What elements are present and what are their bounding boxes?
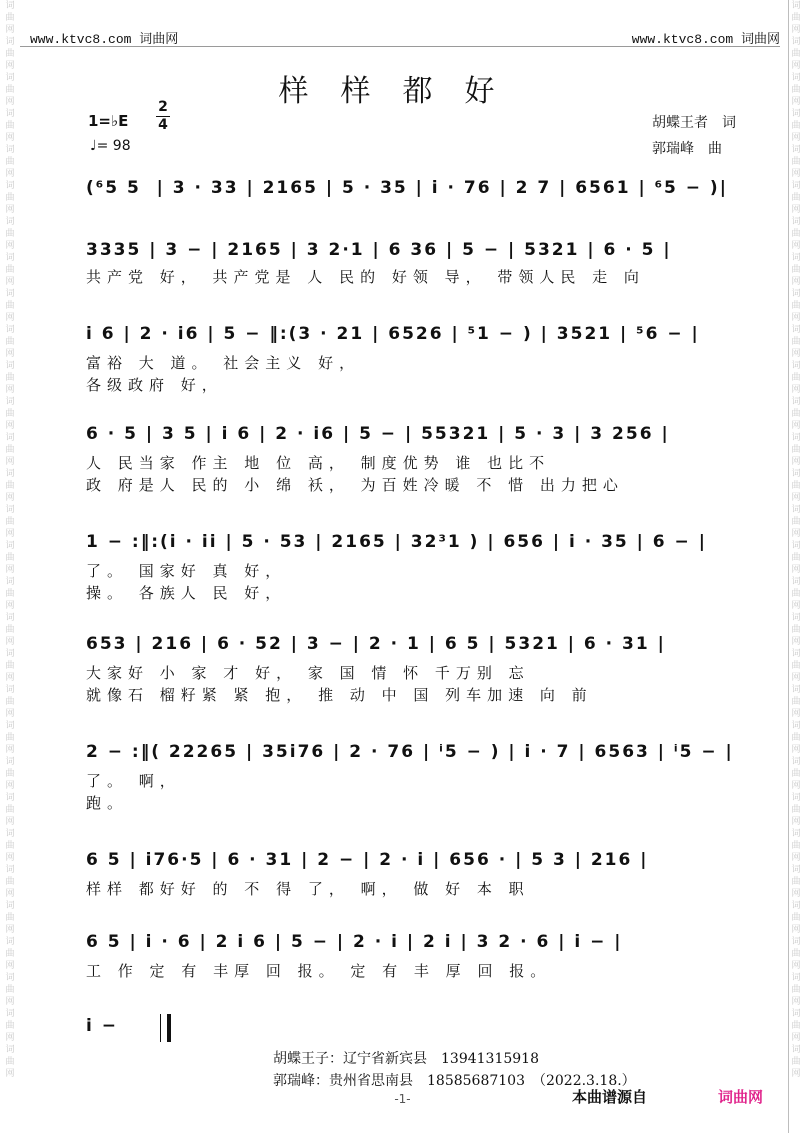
- meter-bottom: 4: [158, 117, 168, 133]
- score-line-3-notes: i 6 | 2 · i6 | 5 − ‖:(3 · 21 | 6526 | ⁵1 − ) | 3521 | ⁵6 − |: [86, 324, 700, 344]
- final-barline: [160, 1014, 171, 1042]
- score-line-6-notes: 653 | 216 | 6 · 52 | 3 − | 2 · 1 | 6 5 | 5321 | 6 · 31 |: [86, 634, 666, 654]
- author-contact-1: 胡蝶王子：辽宁省新宾县 13941315918: [273, 1051, 539, 1067]
- composer-credit: 郭瑞峰 曲: [652, 141, 722, 157]
- score-line-7-notes: 2 − :‖( 22265 | 35i76 | 2 · 76 | ⁱ5 − ) | i · 7 | 6563 | ⁱ5 − |: [86, 742, 734, 762]
- score-line-4-lyric-2: 政 府是人 民的 小 绵 袄， 为百姓冷暖 不 惜 出力把心: [86, 476, 624, 494]
- time-signature: [156, 100, 170, 133]
- key-signature: 1=♭E: [88, 112, 129, 130]
- song-title: 样样都好: [278, 74, 527, 109]
- score-line-2-lyric-1: 共产党 好， 共产党是 人 民的 好领 导， 带领人民 走 向: [86, 268, 645, 286]
- site-url-left[interactable]: www.ktvc8.com 词曲网: [30, 32, 179, 47]
- score-line-1-notes: (⁶5 5 | 3 · 33 | 2165 | 5 · 35 | i · 76 | 2 7 | 6561 | ⁶5 − )|: [86, 178, 728, 198]
- score-line-6-lyric-1: 大家好 小 家 才 好， 家 国 情 怀 千万别 忘: [86, 664, 530, 682]
- source-label: 本曲谱源自: [572, 1088, 648, 1106]
- header-divider: [20, 46, 780, 47]
- score-line-3-lyric-1: 富裕 大 道。 社会主义 好，: [86, 354, 361, 372]
- score-line-5-notes: 1 − :‖:(i · ii | 5 · 53 | 2165 | 32³1 ) | 656 | i · 35 | 6 − |: [86, 532, 707, 552]
- score-line-4-lyric-1: 人 民当家 作主 地 位 高， 制度优势 谁 也比不: [86, 454, 551, 472]
- meter-top: 2: [158, 99, 168, 115]
- tempo-marking: ♩= 98: [90, 138, 131, 154]
- score-line-7-lyric-2: 跑。: [86, 794, 129, 812]
- score-line-6-lyric-2: 就像石 榴籽紧 紧 抱， 推 动 中 国 列车加速 向 前: [86, 686, 593, 704]
- score-line-5-lyric-1: 了。 国家好 真 好，: [86, 562, 287, 580]
- score-line-7-lyric-1: 了。 啊，: [86, 772, 181, 790]
- score-line-8-notes: 6 5 | i76·5 | 6 · 31 | 2 − | 2 · i | 656 · | 5 3 | 216 |: [86, 850, 649, 870]
- page-number: -1-: [394, 1092, 411, 1106]
- left-watermark-strip: 词曲网词曲网词曲网词曲网词曲网词曲网词曲网词曲网词曲网词曲网词曲网词曲网词曲网词曲网词曲网词曲网词曲网词曲网词曲网词曲网词曲网词曲网词曲网词曲网词曲网词曲网词曲网词曲网词曲网词曲网: [5, 1, 15, 1079]
- score-line-4-notes: 6 · 5 | 3 5 | i 6 | 2 · i6 | 5 − | 55321 | 5 · 3 | 3 256 |: [86, 424, 670, 444]
- score-line-9-lyric-1: 工 作 定 有 丰厚 回 报。 定 有 丰 厚 回 报。: [86, 962, 552, 980]
- score-line-10-notes: i −: [86, 1016, 118, 1036]
- score-line-3-lyric-2: 各级政府 好，: [86, 376, 223, 394]
- score-line-5-lyric-2: 操。 各族人 民 好，: [86, 584, 287, 602]
- score-line-2-notes: 3335 | 3 − | 2165 | 3 2·1 | 6 36 | 5 − | 5321 | 6 · 5 |: [86, 240, 672, 260]
- site-url-right[interactable]: www.ktvc8.com 词曲网: [631, 32, 780, 47]
- right-watermark-strip: 词曲网词曲网词曲网词曲网词曲网词曲网词曲网词曲网词曲网词曲网词曲网词曲网词曲网词曲网词曲网词曲网词曲网词曲网词曲网词曲网词曲网词曲网词曲网词曲网词曲网词曲网词曲网词曲网词曲网词曲网: [788, 0, 803, 1133]
- site-brand-logo[interactable]: 词曲网: [718, 1088, 764, 1106]
- lyricist-credit: 胡蝶王者 词: [652, 115, 736, 131]
- author-contact-2: 郭瑞峰：贵州省思南县 18585687103 （2022.3.18.）: [273, 1073, 636, 1089]
- score-line-8-lyric-1: 样样 都好好 的 不 得 了， 啊， 做 好 本 职: [86, 880, 530, 898]
- score-line-9-notes: 6 5 | i · 6 | 2 i 6 | 5 − | 2 · i | 2 i | 3 2 · 6 | i − |: [86, 932, 623, 952]
